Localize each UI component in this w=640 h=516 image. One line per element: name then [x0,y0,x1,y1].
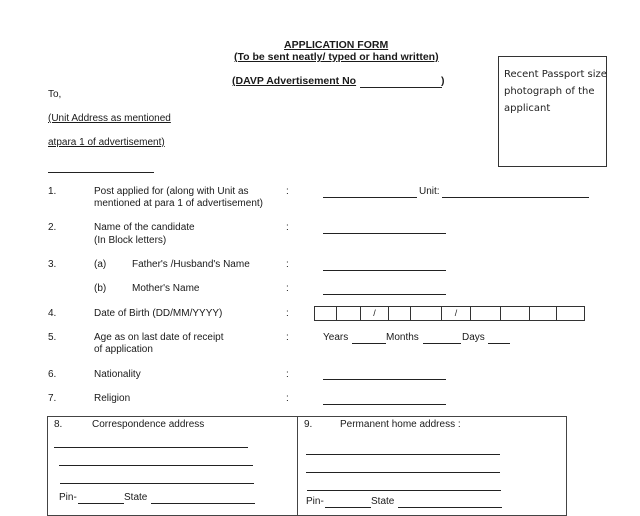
field-1-number: 1. [48,186,57,197]
field-5-label: Age as on last date of receipt [94,332,224,343]
field-7-label: Religion [94,393,131,404]
dob-cell[interactable] [389,307,411,320]
unit-label: Unit: [419,186,440,197]
address-column-divider [297,417,298,515]
age-days-input[interactable] [488,343,510,344]
dob-cell[interactable] [471,307,501,320]
field-5-label-cont: of application [94,344,153,355]
age-months-input[interactable] [423,343,461,344]
field-7-number: 7. [48,393,57,404]
mother-name-input[interactable] [323,294,446,295]
advertisement-prefix: (DAVP Advertisement No [232,75,357,87]
correspondence-pin-label: Pin- [59,492,77,503]
field-3b-label: Mother's Name [132,283,200,294]
field-6-label: Nationality [94,369,141,380]
dob-cell[interactable] [501,307,531,320]
correspondence-address-line-1[interactable] [54,447,248,448]
correspondence-number: 8. [54,419,63,430]
age-years-label: Years [323,332,349,343]
date-of-birth-grid[interactable] [314,306,585,321]
field-3-number: 3. [48,259,57,270]
correspondence-label: Correspondence address [92,419,205,430]
permanent-label: Permanent home address : [340,419,461,430]
field-3a-colon: : [286,259,289,270]
field-7-colon: : [286,393,289,404]
form-title: APPLICATION FORM [284,39,389,51]
advertisement-number-field[interactable] [360,87,442,88]
field-2-colon: : [286,222,289,233]
age-months-label: Months [386,332,419,343]
dob-cell[interactable] [315,307,337,320]
correspondence-state-label: State [124,492,148,503]
field-2-label-cont: (In Block letters) [94,235,167,246]
passport-photo-box[interactable] [498,56,607,167]
dob-cell[interactable] [557,307,584,320]
address-table [47,416,567,516]
field-2-number: 2. [48,222,57,233]
field-5-colon: : [286,332,289,343]
dob-separator-cell: / [361,307,390,320]
permanent-state-label: State [371,496,395,507]
father-husband-name-input[interactable] [323,270,446,271]
addressee-signature-line[interactable] [48,172,154,173]
correspondence-address-line-2[interactable] [59,465,253,466]
field-3b-sub: (b) [94,283,107,294]
dob-cell[interactable] [337,307,361,320]
form-subtitle: (To be sent neatly/ typed or hand written) [234,51,439,63]
correspondence-address-line-3[interactable] [60,483,254,484]
field-1-label: Post applied for (along with Unit as [94,186,249,197]
religion-input[interactable] [323,404,446,405]
field-3a-label: Father's /Husband's Name [132,259,250,270]
field-4-colon: : [286,308,289,319]
permanent-address-line-2[interactable] [306,472,500,473]
field-5-number: 5. [48,332,57,343]
addressee-to: To, [48,89,62,100]
advertisement-number-label [232,75,356,87]
permanent-number: 9. [304,419,313,430]
field-6-colon: : [286,369,289,380]
dob-cell[interactable] [411,307,442,320]
unit-address-line1: (Unit Address as mentioned [48,113,171,124]
permanent-pin-label: Pin- [306,496,324,507]
age-years-input[interactable] [352,343,386,344]
field-3b-colon: : [286,283,289,294]
advertisement-close: ) [441,75,445,87]
photo-box-instructions: Recent Passport size photograph of the applicant [504,69,607,114]
field-3a-sub: (a) [94,259,107,270]
field-4-label: Date of Birth (DD/MM/YYYY) [94,308,223,319]
field-4-number: 4. [48,308,57,319]
field-1-colon: : [286,186,289,197]
permanent-address-line-3[interactable] [307,490,501,491]
candidate-name-input[interactable] [323,233,446,234]
unit-address-line2: atpara 1 of advertisement) [48,137,165,148]
age-days-label: Days [462,332,485,343]
unit-input[interactable] [442,197,589,198]
field-6-number: 6. [48,369,57,380]
field-1-label-cont: mentioned at para 1 of advertisement) [94,198,263,209]
nationality-input[interactable] [323,379,446,380]
permanent-address-line-1[interactable] [306,454,500,455]
permanent-pin-input[interactable] [325,507,371,508]
permanent-state-input[interactable] [398,507,502,508]
correspondence-state-input[interactable] [151,503,255,504]
dob-separator-cell: / [442,307,471,320]
post-applied-input[interactable] [323,197,417,198]
field-2-label: Name of the candidate [94,222,195,233]
correspondence-pin-input[interactable] [78,503,124,504]
dob-cell[interactable] [530,307,557,320]
